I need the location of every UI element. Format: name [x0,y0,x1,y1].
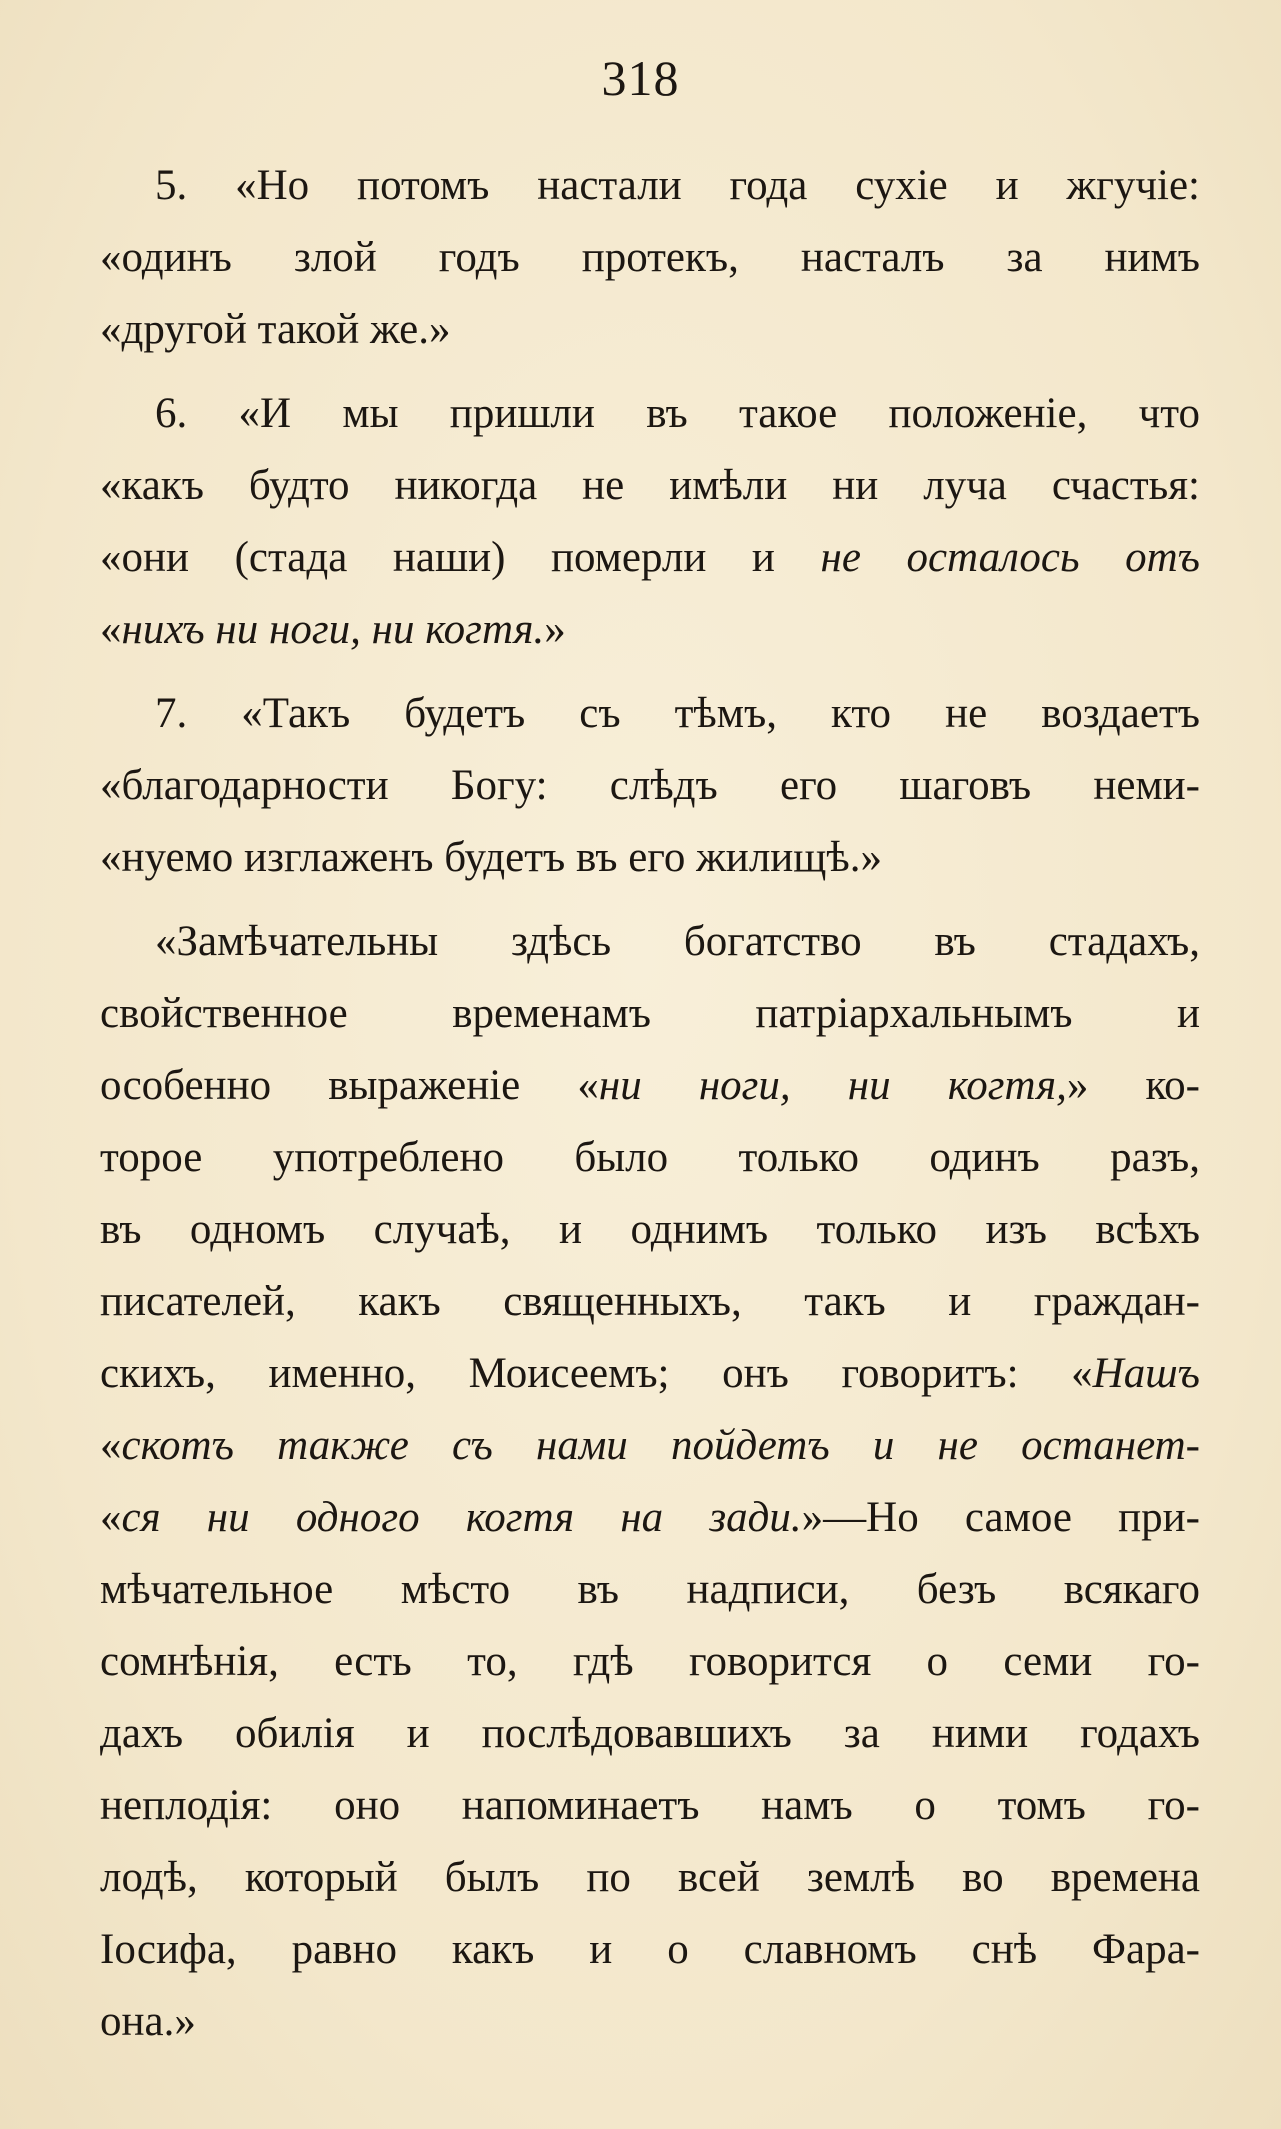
text-segment: » ко- [1066,1062,1200,1109]
text-segment: «другой такой же.» [100,306,451,353]
body-text [100,150,1200,2070]
text-line [100,294,1200,366]
text-line [100,822,1200,894]
paragraph-6 [100,378,1200,666]
italic-segment: ся ни одного когтя на зади. [121,1494,802,1541]
paragraph-5 [100,150,1200,366]
italic-segment: скотъ также съ нами пойдетъ и не останет- [121,1422,1200,1469]
text-segment: 5. «Но потомъ настали года сухіе и жгучіе: [155,162,1200,209]
text-line [100,1482,1200,1554]
text-segment: дахъ обилія и послѣдовавшихъ за ними годахъ [100,1710,1200,1757]
italic-segment: ни ноги, ни когтя, [598,1062,1067,1109]
text-segment: «нуемо изглаженъ будетъ въ его жилищѣ.» [100,834,882,881]
text-line [100,1554,1200,1626]
text-segment: свойственное временамъ патріархальнымъ и [100,990,1200,1037]
text-segment: « [100,1422,122,1469]
text-line [100,1842,1200,1914]
text-segment: особенно выраженіе « [100,1062,599,1109]
text-segment: «одинъ злой годъ протекъ, насталъ за нимъ [100,234,1200,281]
text-line [100,222,1200,294]
text-line [100,906,1200,978]
text-segment: « [100,1494,122,1541]
paragraph-7 [100,678,1200,894]
text-line [100,978,1200,1050]
paragraph-commentary [100,906,1200,2058]
text-line [100,1050,1200,1122]
text-line [100,1914,1200,1986]
text-line [100,1626,1200,1698]
italic-segment: не осталось отъ [820,534,1200,581]
text-line [100,1410,1200,1482]
text-line [100,378,1200,450]
text-segment: « [100,606,122,653]
text-line [100,1266,1200,1338]
text-segment: писателей, какъ священныхъ, такъ и граждан- [100,1278,1200,1325]
text-segment: «Замѣчательны здѣсь богатство въ стадахъ, [155,918,1200,965]
text-segment: мѣчательное мѣсто въ надписи, безъ всякаго [100,1566,1200,1613]
text-line [100,1194,1200,1266]
text-segment: » [544,606,566,653]
text-line [100,1770,1200,1842]
italic-segment: нихъ ни ноги, ни когтя. [121,606,545,653]
text-segment: 7. «Такъ будетъ съ тѣмъ, кто не воздаетъ [155,690,1200,737]
text-line [100,750,1200,822]
text-segment: «какъ будто никогда не имѣли ни луча счастья: [100,462,1200,509]
text-line [100,450,1200,522]
text-segment: торое употреблено было только одинъ разъ, [100,1134,1200,1181]
text-segment: «они (стада наши) померли и [100,534,821,581]
page-number: 318 [601,50,680,106]
text-segment: «благодарности Богу: слѣдъ его шаговъ неми- [100,762,1200,809]
text-line [100,678,1200,750]
text-segment: неплодія: оно напоминаетъ намъ о томъ го- [100,1782,1200,1829]
text-segment: она.» [100,1998,196,2045]
text-line [100,1122,1200,1194]
text-segment: 6. «И мы пришли въ такое положеніе, что [155,390,1200,437]
text-segment: въ одномъ случаѣ, и однимъ только изъ всѣхъ [100,1206,1200,1253]
text-segment: Іосифа, равно какъ и о славномъ снѣ Фара- [100,1926,1200,1973]
text-line [100,1338,1200,1410]
text-segment: скихъ, именно, Моисеемъ; онъ говоритъ: « [100,1350,1093,1397]
text-segment: »—Но самое при- [801,1494,1200,1541]
text-segment: лодѣ, который былъ по всей землѣ во времена [100,1854,1200,1901]
text-line [100,522,1200,594]
text-line [100,1986,1200,2058]
text-segment: сомнѣнія, есть то, гдѣ говорится о семи го- [100,1638,1200,1685]
text-line [100,1698,1200,1770]
italic-segment: Нашъ [1092,1350,1200,1397]
text-line [100,150,1200,222]
text-line [100,594,1200,666]
